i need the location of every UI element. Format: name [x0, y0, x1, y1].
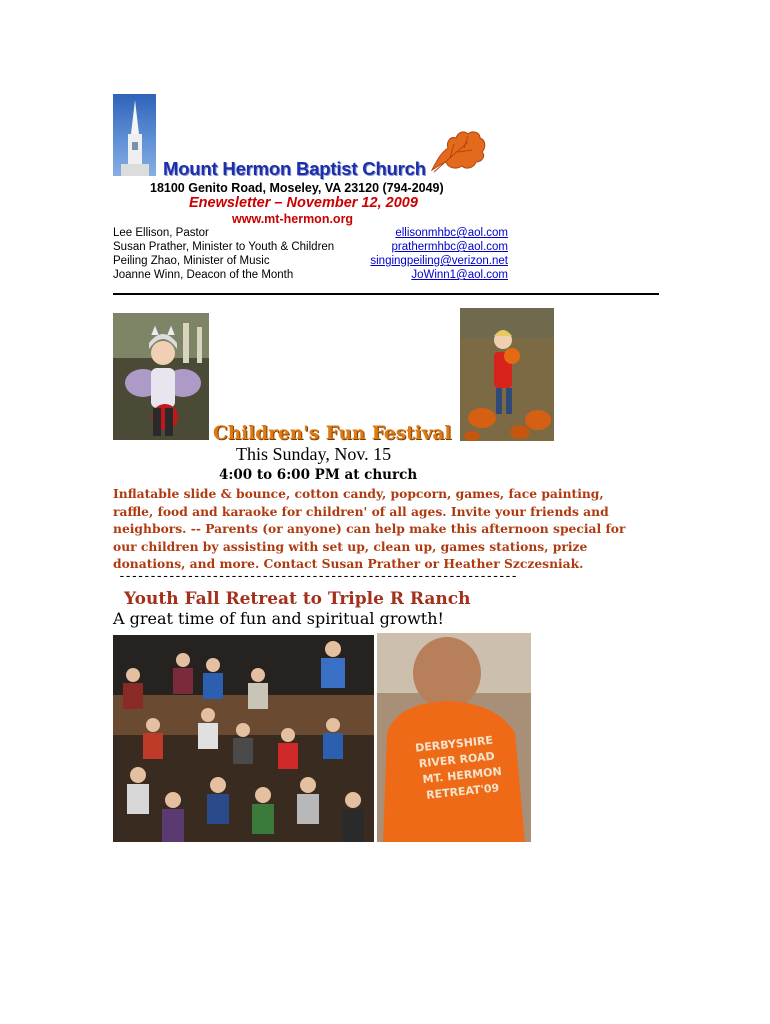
staff-name-youth-minister: Susan Prather, Minister to Youth & Children [113, 241, 335, 253]
festival-description [113, 485, 673, 573]
child-costume-photo [113, 313, 209, 440]
church-steeple-photo [113, 94, 156, 176]
retreat-shirt-photo [377, 633, 531, 842]
autumn-leaf-icon [428, 128, 488, 178]
section-separator: ---------------------------------------------------------------- [118, 569, 517, 584]
header-divider [113, 293, 659, 295]
festival-line: neighbors. -- Parents (or anyone) can help make this afternoon special for [113, 521, 626, 537]
church-name: Mount Hermon Baptist Church [163, 158, 426, 179]
newsletter-date: Enewsletter – November 12, 2009 [189, 195, 418, 211]
festival-line: raffle, food and karaoke for children' of all ages. Invite your friends and [113, 503, 609, 519]
festival-line: donations, and more. Contact Susan Prather or Heather Szczesniak. [113, 556, 584, 572]
retreat-title: Youth Fall Retreat to Triple R Ranch [124, 589, 471, 609]
email-link-pastor[interactable]: ellisonmhbc@aol.com [395, 227, 508, 239]
shirt-text-line: RIVER ROAD [418, 749, 496, 771]
festival-line: our children by assisting with set up, clean up, games stations, prize [113, 538, 588, 554]
shirt-text-line: MT. HERMON [421, 764, 503, 787]
church-address: 18100 Genito Road, Moseley, VA 23120 (794-2049) [150, 181, 444, 195]
shirt-text-line: RETREAT'09 [425, 781, 500, 802]
email-link-music-minister[interactable]: singingpeiling@verizon.net [370, 255, 508, 267]
website-link[interactable]: www.mt-hermon.org [232, 212, 354, 226]
youth-group-photo [113, 635, 374, 842]
festival-line: Inflatable slide & bounce, cotton candy, popcorn, games, face painting, [113, 486, 604, 501]
email-link-youth-minister[interactable]: prathermhbc@aol.com [391, 241, 508, 253]
staff-name-deacon: Joanne Winn, Deacon of the Month [113, 269, 294, 281]
staff-name-music-minister: Peiling Zhao, Minister of Music [113, 255, 270, 267]
retreat-subtitle: A great time of fun and spiritual growth! [113, 609, 444, 628]
festival-time: 4:00 to 6:00 PM at church [219, 467, 418, 483]
staff-name-pastor: Lee Ellison, Pastor [113, 227, 209, 239]
shirt-text-line: DERBYSHIRE [414, 733, 494, 755]
festival-title: Children's Fun Festival [213, 423, 452, 444]
pumpkin-patch-photo [460, 308, 554, 441]
festival-date: This Sunday, Nov. 15 [236, 444, 392, 464]
email-link-deacon[interactable]: JoWinn1@aol.com [411, 269, 508, 281]
